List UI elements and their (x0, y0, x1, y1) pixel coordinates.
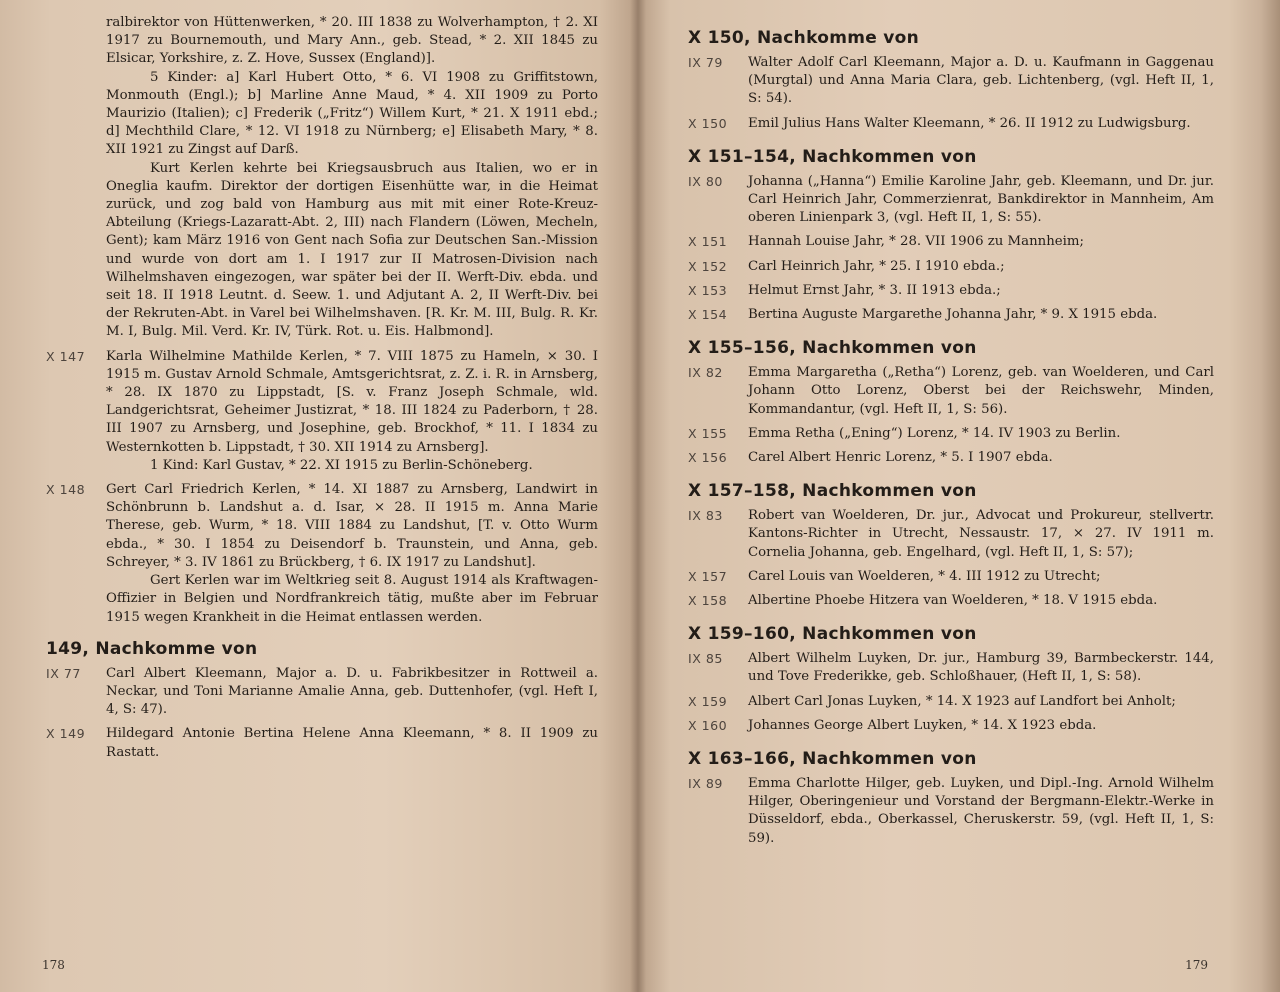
entry-paragraph: Hildegard Antonie Bertina Helene Anna Kleemann, * 8. II 1909 zu Rastatt. (106, 726, 598, 760)
entry-paragraph: Karla Wilhelmine Mathilde Kerlen, * 7. VIII 1875 zu Hameln, ⨯ 30. I 1915 m. Gustav Arnold Schmale, Amtsgerichtsrat, z. Z. i. R. in Arnsberg, * 28. IX 1870 zu Lippstadt, [S. v. Franz Joseph Schmale, wld. Landgerichtsrat, Geheimer Justizrat, * 18. III 1824 zu Paderborn, † 28. III 1907 zu Arnsberg, und Josephine, geb. Brockhof, * 11. I 1834 zu Westernkotten b. Lippstadt, † 30. XII 1914 zu Arnsberg]. (106, 348, 598, 455)
genealogy-entry (688, 693, 1214, 711)
entry-text (106, 481, 598, 627)
entry-text: Albertine Phoebe Hitzera van Woelderen, * 18. V 1915 ebda. (748, 593, 1158, 609)
entry-number: X 148 (46, 482, 86, 498)
genealogy-entry (688, 54, 1214, 109)
entry-text (106, 348, 598, 475)
entry-x148 (46, 481, 598, 627)
entry-number: X 160 (688, 717, 728, 733)
entry-number: IX 79 (688, 55, 723, 70)
genealogy-entry (688, 364, 1214, 419)
entry-number: X 155 (688, 425, 728, 441)
entry-number: IX 82 (688, 365, 723, 381)
entry-text: Carel Louis van Woelderen, * 4. III 1912 zu Utrecht; (748, 568, 1101, 584)
entry-text: Emma Margaretha („Retha“) Lorenz, geb. van Woelderen, und Carl Johann Otto Lorenz, Oberst bei der Reichswehr, Minden, Kommandantur, (vgl. Heft II, 1, S: 56). (748, 365, 1214, 417)
section-heading: X 163–166, Nachkommen von (688, 749, 977, 770)
entry-text: Johannes George Albert Luyken, * 14. X 1923 ebda. (748, 717, 1097, 733)
genealogy-entry (688, 449, 1214, 467)
genealogy-entry (688, 775, 1214, 848)
entry-number: IX 89 (688, 776, 723, 792)
entry-paragraph: Gert Carl Friedrich Kerlen, * 14. XI 1887 zu Arnsberg, Landwirt in Schönbrunn b. Landshut a. d. Isar, ⨯ 28. II 1915 m. Anna Marie Therese, geb. Wurm, * 18. VIII 1884 zu Landshut, [T. v. Otto Wurm ebda., * 30. I 1854 zu Deisendorf b. Traunstein, und Anna, geb. Schreyer, * 3. IV 1861 zu Brückberg, † 6. IX 1917 zu Landshut]. (106, 482, 598, 570)
children-paragraph: 5 Kinder: a] Karl Hubert Otto, * 6. VI 1908 zu Griffitstown, Monmouth (Engl.); b] Marline Anne Maud, * 4. XII 1909 zu Porto Maurizio (Italien); c] Frederik („Fritz“) Willem Kurt, * 21. X 1911 ebd.; d] Mechthild Clare, * 12. VI 1918 zu Nürnberg; e] Elisabeth Mary, * 8. XII 1921 zu Zingst auf Darß. (106, 69, 598, 158)
page-number: 178 (42, 958, 65, 972)
entry-number: X 150 (688, 115, 728, 131)
genealogy-entry (688, 306, 1214, 324)
left-page (0, 0, 638, 992)
page-number: 179 (1185, 958, 1208, 972)
entry-number: IX 83 (688, 508, 723, 524)
continuation-block (46, 14, 598, 342)
genealogy-entry (688, 592, 1214, 610)
entry-text: Carel Albert Henric Lorenz, * 5. I 1907 ebda. (748, 450, 1053, 466)
entry-number: X 156 (688, 450, 728, 466)
entry-number: X 151 (688, 234, 728, 250)
entry-paragraph: Carl Albert Kleemann, Major a. D. u. Fabrikbesitzer in Rottweil a. Neckar, und Toni Marianne Amalie Anna, geb. Duttenhofer, (vgl. Heft I, 4, S: 47). (106, 665, 598, 718)
entry-text: Emma Retha („Ening“) Lorenz, * 14. IV 1903 zu Berlin. (748, 425, 1121, 441)
entry-text (106, 725, 598, 761)
entry-number: X 153 (688, 282, 728, 298)
section-heading: X 157–158, Nachkommen von (688, 481, 977, 502)
entry-x147 (46, 348, 598, 475)
right-sections (688, 28, 1214, 848)
entry-ix77 (46, 665, 598, 720)
entry-text: Carl Heinrich Jahr, * 25. I 1910 ebda.; (748, 258, 1005, 274)
genealogy-entry (688, 650, 1214, 686)
entry-number: X 158 (688, 593, 728, 609)
entry-text: Johanna („Hanna“) Emilie Karoline Jahr, geb. Kleemann, und Dr. jur. Carl Heinrich Jahr, Commerzienrat, Bankdirektor in Mannheim, Am oberen Linienpark 3, (vgl. Heft II, 1, S: 55). (748, 173, 1214, 226)
genealogy-entry (688, 233, 1214, 251)
entry-number: X 147 (46, 348, 86, 364)
entry-text: Helmut Ernst Jahr, * 3. II 1913 ebda.; (748, 282, 1001, 298)
entry-text: Hannah Louise Jahr, * 28. VII 1906 zu Mannheim; (748, 234, 1084, 250)
entry-number: X 154 (688, 307, 728, 323)
entry-number: IX 85 (688, 651, 723, 667)
entry-number: X 159 (688, 693, 728, 709)
entry-text: Robert van Woelderen, Dr. jur., Advocat und Prokureur, stellvertr. Kantons-Richter in Utrecht, Nessaustr. 17, ⨯ 27. IV 1911 m. Cornelia Johanna, geb. Engelhard, (vgl. Heft II, 1, S: 57); (748, 508, 1214, 560)
entry-text: Emil Julius Hans Walter Kleemann, * 26. II 1912 zu Ludwigsburg. (748, 115, 1191, 131)
genealogy-entry (688, 717, 1214, 735)
entry-text: Emma Charlotte Hilger, geb. Luyken, und Dipl.-Ing. Arnold Wilhelm Hilger, Oberingenieur und Vorstand der Bergmann-Elektr.-Werke in Düsseldorf, ebda., Oberkassel, Cheruskerstr. 59, (vgl. Heft II, 1, S: 59). (748, 776, 1214, 846)
entry-x149 (46, 725, 598, 761)
entry-text: Albert Wilhelm Luyken, Dr. jur., Hamburg 39, Barmbeckerstr. 144, und Tove Frederikke, geb. Schloßhauer, (Heft II, 1, S: 58). (748, 651, 1214, 685)
entry-text (106, 665, 598, 720)
right-page (638, 0, 1280, 992)
genealogy-entry (688, 425, 1214, 443)
continuation-paragraph: ralbirektor von Hüttenwerken, * 20. III 1838 zu Wolverhampton, † 2. XI 1917 zu Bournemouth, und Mary Ann., geb. Stead, * 2. XII 1845 zu Elsicar, Yorkshire, z. Z. Hove, Sussex (England)]. (106, 15, 598, 67)
genealogy-entry (688, 282, 1214, 300)
entry-number: X 157 (688, 568, 728, 584)
genealogy-entry (688, 507, 1214, 562)
entry-number: X 149 (46, 726, 86, 742)
biography-paragraph: Kurt Kerlen kehrte bei Kriegsausbruch aus Italien, wo er in Oneglia kaufm. Direktor der dortigen Eisenhütte war, in die Heimat zurück, und zog bald von Hamburg aus mit mit einer Rote-Kreuz-Abteilung (Kriegs-Lazaratt-Abt. 2, III) nach Flandern (Löwen, Mecheln, Gent); kam März 1916 von Gent nach Sofia zur Deutschen San.-Mission und wurde von dort am 1. I 1917 zur II Matrosen-Division nach Wilhelmshaven eingezogen, war später bei der II. Werft-Div. ebda. und seit 18. II 1918 Leutnt. d. Seew. 1. und Adjutant A. 2, II Werft-Div. bei der Rekruten-Abt. in Varel bei Wilhelmshaven. [R. Kr. M. III, Bulg. R. Kr. M. I, Bulg. Mil. Verd. Kr. IV, Türk. Rot. u. Eis. Halbmond]. (106, 160, 598, 340)
entry-number: IX 77 (46, 665, 81, 681)
entry-number: IX 80 (688, 173, 723, 189)
entry-text: Bertina Auguste Margarethe Johanna Jahr, * 9. X 1915 ebda. (748, 307, 1158, 323)
section-heading: X 159–160, Nachkommen von (688, 624, 977, 645)
section-heading: X 155–156, Nachkommen von (688, 338, 977, 359)
genealogy-entry (688, 173, 1214, 228)
section-heading: X 150, Nachkomme von (688, 28, 920, 48)
entry-text: Albert Carl Jonas Luyken, * 14. X 1923 auf Landfort bei Anholt; (748, 693, 1176, 709)
entry-text: Walter Adolf Carl Kleemann, Major a. D. u. Kaufmann in Gaggenau (Murgtal) und Anna Maria Clara, geb. Lichtenberg, (vgl. Heft II, 1, S: 54). (748, 55, 1214, 107)
genealogy-entry (688, 568, 1214, 586)
entry-number: X 152 (688, 258, 728, 274)
section-heading: X 151–154, Nachkommen von (688, 146, 977, 167)
section-heading: 149, Nachkomme von (46, 638, 258, 659)
genealogy-entry (688, 115, 1214, 133)
genealogy-entry (688, 258, 1214, 276)
entry-paragraph: Gert Kerlen war im Weltkrieg seit 8. August 1914 als Kraftwagen-Offizier in Belgien und Nordfrankreich tätig, mußte aber im Februar 1915 wegen Krankheit in die Heimat entlassen werden. (106, 573, 598, 625)
entry-paragraph: 1 Kind: Karl Gustav, * 22. XI 1915 zu Berlin-Schöneberg. (150, 457, 533, 473)
